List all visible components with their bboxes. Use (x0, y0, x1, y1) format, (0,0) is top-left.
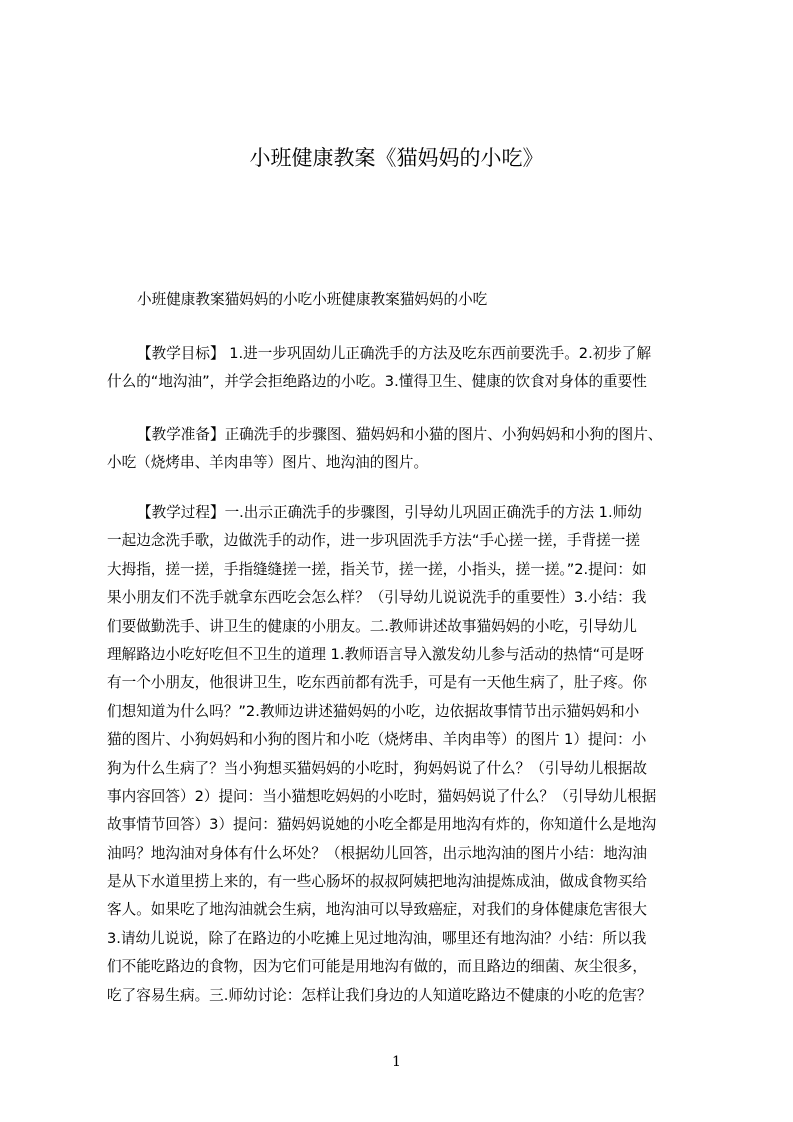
page-number: 1 (392, 1054, 401, 1070)
paragraph-line: 【教学目标】 1.进一步巩固幼儿正确洗手的方法及吃东西前要洗手。2.初步了解 (137, 345, 652, 362)
paragraph-line: 猫的图片、小狗妈妈和小狗的图片和小吃（烧烤串、羊肉串等）的图片 1）提问：小 (107, 731, 647, 749)
paragraph-line: 【教学过程】一.出示正确洗手的步骤图，引导幼儿巩固正确洗手的方法 1.师幼 (137, 504, 642, 521)
paragraph-intro (107, 286, 705, 314)
paragraph-line: 故事情节回答）3）提问：猫妈妈说她的小吃全都是用地沟有炸的，你知道什么是地沟 (107, 816, 657, 834)
paragraph-line: 小班健康教案猫妈妈的小吃小班健康教案猫妈妈的小吃 (137, 291, 488, 308)
paragraph-teaching-goals (107, 340, 705, 397)
paragraph-line: 果小朋友们不洗手就拿东西吃会怎么样？（引导幼儿说说洗手的重要性）3.小结：我 (107, 589, 647, 607)
paragraph-line: 小吃（烧烤串、羊肉串等）图片、地沟油的图片。 (107, 454, 429, 472)
paragraph-line: 【教学准备】正确洗手的步骤图、猫妈妈和小猫的图片、小狗妈妈和小狗的图片、 (137, 426, 663, 443)
paragraph-line: 是从下水道里捞上来的，有一些心肠坏的叔叔阿姨把地沟油提炼成油，做成食物买给 (107, 873, 647, 891)
paragraph-line: 一起边念洗手歌，边做洗手的动作，进一步巩固洗手方法“手心搓一搓，手背搓一搓 (107, 532, 640, 550)
paragraph-teaching-preparation (107, 421, 705, 478)
paragraph-line: 理解路边小吃好吃但不卫生的道理 1.教师语言导入激发幼儿参与活动的热情“可是呀 (107, 645, 644, 663)
paragraph-line: 事内容回答）2）提问：当小猫想吃妈妈的小吃时，猫妈妈说了什么？（引导幼儿根据 (107, 787, 657, 805)
page-title: 小班健康教案《猫妈妈的小吃》 (249, 146, 544, 170)
paragraph-line: 们不能吃路边的食物，因为它们可能是用地沟有做的，而且路边的细菌、灰尘很多， (107, 958, 647, 976)
paragraph-line: 客人。如果吃了地沟油就会生病，地沟油可以导致癌症，对我们的身体健康危害很大 (107, 901, 647, 919)
paragraph-line: 们想知道为什么吗？”2.教师边讲述猫妈妈的小吃，边依据故事情节出示猫妈妈和小 (107, 702, 640, 720)
paragraph-line: 狗为什么生病了？当小狗想买猫妈妈的小吃时，狗妈妈说了什么？（引导幼儿根据故 (107, 759, 647, 777)
paragraph-line: 有一个小朋友，他很讲卫生，吃东西前都有洗手，可是有一天他生病了，肚子疼。你 (107, 674, 647, 692)
paragraph-teaching-process (107, 499, 705, 1010)
paragraph-line: 们要做勤洗手、讲卫生的健康的小朋友。二.教师讲述故事猫妈妈的小吃，引导幼儿 (107, 617, 638, 635)
paragraph-line: 油吗？地沟油对身体有什么坏处？（根据幼儿回答，出示地沟油的图片小结：地沟油 (107, 844, 647, 862)
paragraph-line: 大拇指，搓一搓，手指缝缝搓一搓，指关节，搓一搓，小指头，搓一搓。”2.提问：如 (107, 560, 647, 578)
paragraph-line: 吃了容易生病。三.师幼讨论：怎样让我们身边的人知道吃路边不健康的小吃的危害？ (107, 986, 652, 1004)
paragraph-line: 3.请幼儿说说，除了在路边的小吃摊上见过地沟油，哪里还有地沟油？小结：所以我 (107, 929, 647, 947)
paragraph-line: 什么的“地沟油”，并学会拒绝路边的小吃。3.懂得卫生、健康的饮食对身体的重要性 (107, 373, 647, 391)
